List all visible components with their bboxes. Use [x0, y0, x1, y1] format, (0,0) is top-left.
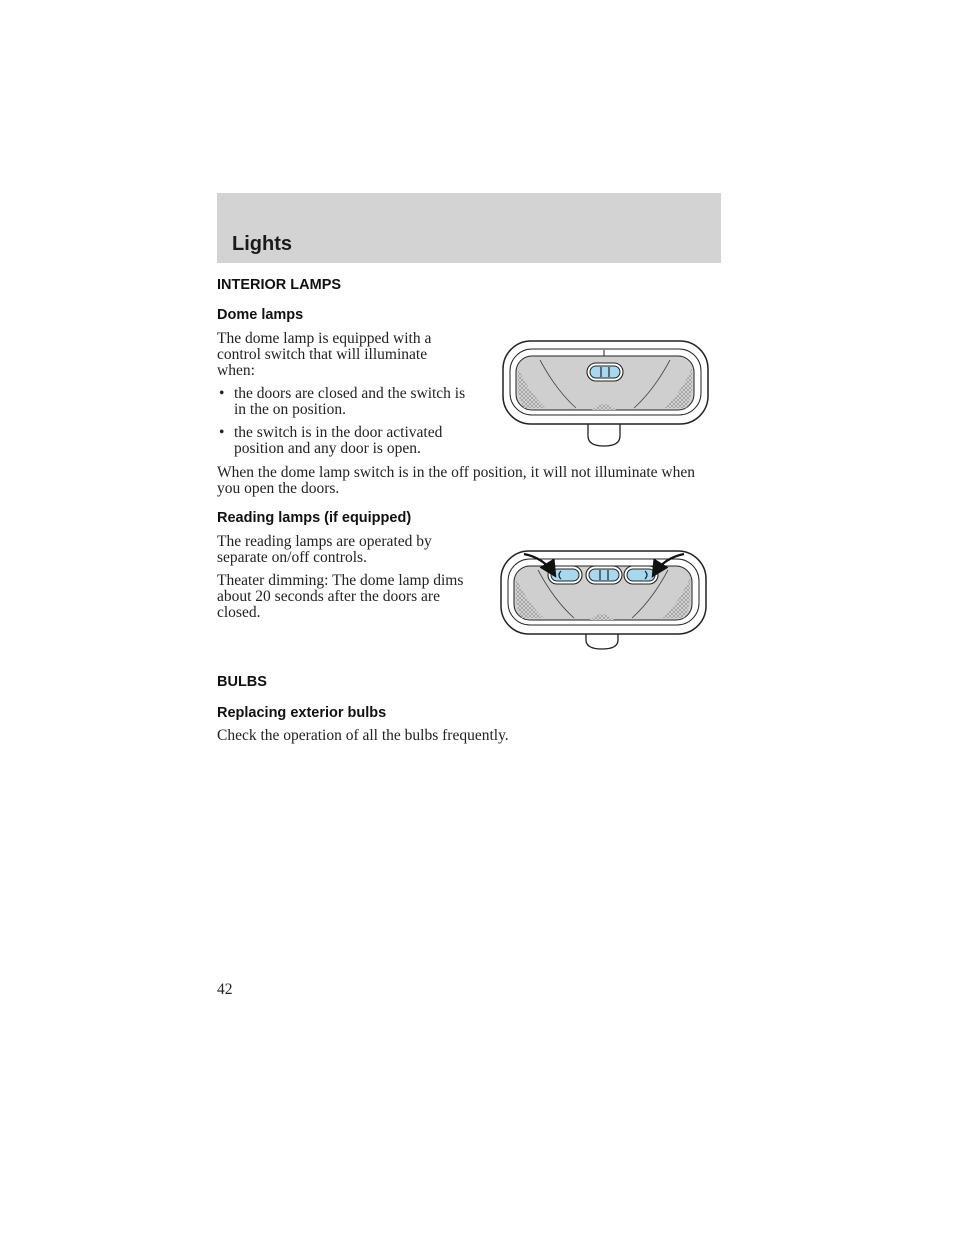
reading-lamps-illustration [498, 548, 710, 654]
replacing-exterior-bulbs-heading: Replacing exterior bulbs [217, 705, 387, 721]
dome-lamps-bullet-list [217, 386, 477, 464]
dome-lamps-heading: Dome lamps [217, 307, 304, 323]
theater-dimming-text: Theater dimming: The dome lamp dims about 20 seconds after the doors are closed. [217, 572, 464, 621]
bullet-item: • the switch is in the door activated position and any door is open. [217, 425, 477, 457]
replacing-bulbs-text: Check the operation of all the bulbs frequently. [217, 727, 509, 744]
bulbs-heading: BULBS [217, 674, 267, 690]
reading-lamps-heading: Reading lamps (if equipped) [217, 510, 412, 526]
dome-lamps-intro: The dome lamp is equipped with a control switch that will illuminate when: [217, 330, 432, 379]
dome-lamps-note: When the dome lamp switch is in the off position, it will not illuminate when you open the doors. [217, 464, 695, 497]
section-header-band [217, 193, 721, 263]
bullet-item: • the doors are closed and the switch is in the on position. [217, 386, 477, 418]
dome-lamp-illustration [500, 338, 712, 454]
page-number: 42 [217, 981, 233, 998]
interior-lamps-heading: INTERIOR LAMPS [217, 277, 342, 293]
reading-lamps-text: The reading lamps are operated by separate on/off controls. [217, 533, 432, 566]
section-title: Lights [232, 233, 292, 255]
